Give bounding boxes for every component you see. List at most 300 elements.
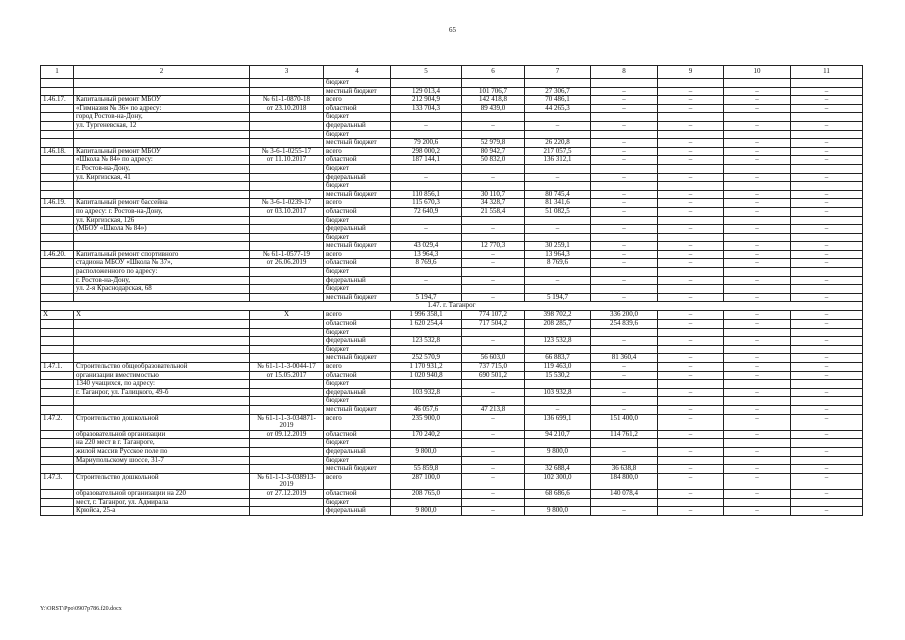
table-row	[41, 182, 863, 191]
table-cell: 72 640,9	[391, 207, 462, 216]
table-cell: местный бюджет	[324, 405, 391, 414]
table-cell	[74, 242, 250, 251]
table-cell	[41, 354, 74, 363]
table-cell	[391, 113, 462, 122]
table-cell: 1340 учащихся, по адресу:	[74, 380, 250, 389]
table-cell: –	[658, 371, 724, 380]
table-cell: –	[724, 156, 791, 165]
table-cell: –	[791, 87, 863, 96]
table-cell	[724, 498, 791, 507]
table-cell	[591, 397, 658, 406]
table-cell	[250, 447, 324, 456]
table-cell: 89 439,0	[462, 104, 525, 113]
table-cell: мест, г. Таганрог, ул. Адмирала	[74, 498, 250, 507]
table-cell	[41, 207, 74, 216]
table-cell	[391, 498, 462, 507]
table-row	[41, 199, 863, 208]
table-cell: всего	[324, 147, 391, 156]
table-cell	[525, 380, 591, 389]
table-cell: –	[791, 199, 863, 208]
table-cell	[41, 173, 74, 182]
table-cell: 81 360,4	[591, 354, 658, 363]
table-cell: 9 800,0	[525, 507, 591, 516]
table-cell	[462, 345, 525, 354]
table-cell: 115 670,3	[391, 199, 462, 208]
table-cell	[391, 456, 462, 465]
table-cell: –	[724, 276, 791, 285]
table-cell: 103 932,8	[391, 388, 462, 397]
table-cell	[250, 380, 324, 389]
table-row	[41, 104, 863, 113]
table-cell: –	[658, 311, 724, 320]
table-cell	[391, 164, 462, 173]
table-cell: –	[791, 414, 863, 430]
table-cell: –	[791, 139, 863, 148]
table-cell	[658, 285, 724, 294]
column-header: 2	[74, 66, 250, 79]
table-row	[41, 225, 863, 234]
table-cell: Крюйса, 25-а	[74, 507, 250, 516]
table-cell: г. Ростов-на-Дону,	[74, 276, 250, 285]
table-cell: –	[724, 447, 791, 456]
table-row	[41, 345, 863, 354]
table-cell	[658, 397, 724, 406]
column-header: 9	[658, 66, 724, 79]
table-cell	[525, 164, 591, 173]
table-cell: № 3-6-1-0255-17	[250, 147, 324, 156]
table-cell: –	[724, 465, 791, 474]
table-cell: 336 200,0	[591, 311, 658, 320]
table-cell	[391, 233, 462, 242]
table-cell	[41, 87, 74, 96]
table-cell: –	[591, 156, 658, 165]
table-cell: Капитальный ремонт бассейна	[74, 199, 250, 208]
table-cell: –	[791, 250, 863, 259]
table-cell: –	[724, 87, 791, 96]
table-cell: –	[791, 173, 863, 182]
table-cell	[74, 465, 250, 474]
table-cell	[525, 456, 591, 465]
table-cell	[250, 113, 324, 122]
table-cell	[74, 293, 250, 302]
table-cell: образовательной организации	[74, 430, 250, 439]
table-cell: 5 194,7	[525, 293, 591, 302]
table-cell: –	[591, 199, 658, 208]
table-row	[41, 507, 863, 516]
table-cell	[724, 182, 791, 191]
table-cell	[658, 268, 724, 277]
table-cell: всего	[324, 311, 391, 320]
table-cell: 27 306,7	[525, 87, 591, 96]
table-cell: местный бюджет	[324, 242, 391, 251]
table-cell: –	[391, 173, 462, 182]
table-cell	[41, 268, 74, 277]
table-cell: 5 194,7	[391, 293, 462, 302]
table-cell	[74, 337, 250, 346]
table-row	[41, 164, 863, 173]
table-cell	[250, 268, 324, 277]
table-cell: областной	[324, 207, 391, 216]
table-row	[41, 414, 863, 430]
table-cell: 32 688,4	[525, 465, 591, 474]
table-cell: –	[791, 311, 863, 320]
table-cell	[41, 182, 74, 191]
table-cell: –	[525, 405, 591, 414]
table-row	[41, 250, 863, 259]
column-header: 7	[525, 66, 591, 79]
table-cell: бюджет	[324, 113, 391, 122]
table-cell: –	[525, 173, 591, 182]
table-row	[41, 139, 863, 148]
table-cell: –	[658, 96, 724, 105]
table-row	[41, 430, 863, 439]
table-cell: 136 312,1	[525, 156, 591, 165]
table-cell: 136 699,1	[525, 414, 591, 430]
table-cell: –	[525, 225, 591, 234]
table-cell: –	[591, 259, 658, 268]
table-cell	[658, 439, 724, 448]
table-cell: –	[791, 354, 863, 363]
table-row	[41, 130, 863, 139]
table-cell	[41, 388, 74, 397]
table-cell: 34 328,7	[462, 199, 525, 208]
table-cell	[74, 79, 250, 88]
table-cell	[41, 405, 74, 414]
table-cell	[525, 182, 591, 191]
column-header: 11	[791, 66, 863, 79]
table-cell: –	[591, 371, 658, 380]
table-cell: –	[724, 414, 791, 430]
table-cell: –	[791, 465, 863, 474]
table-cell	[250, 320, 324, 329]
table-cell: бюджет	[324, 233, 391, 242]
table-cell: X	[74, 311, 250, 320]
table-cell	[74, 130, 250, 139]
table-cell	[250, 121, 324, 130]
table-cell	[41, 337, 74, 346]
table-cell: –	[724, 104, 791, 113]
table-cell: –	[658, 465, 724, 474]
table-cell: X	[250, 311, 324, 320]
table-cell: ул. Киргизская, 41	[74, 173, 250, 182]
table-cell: 1.46.20.	[41, 250, 74, 259]
table-cell: –	[724, 199, 791, 208]
table-cell: 81 341,6	[525, 199, 591, 208]
table-row	[41, 328, 863, 337]
table-cell	[462, 498, 525, 507]
table-cell: –	[658, 507, 724, 516]
table-cell: 8 769,6	[525, 259, 591, 268]
table-cell	[250, 507, 324, 516]
table-cell	[41, 113, 74, 122]
table-cell: –	[658, 147, 724, 156]
table-cell	[250, 439, 324, 448]
table-cell	[658, 233, 724, 242]
table-cell: бюджет	[324, 328, 391, 337]
table-cell	[525, 130, 591, 139]
table-cell: всего	[324, 96, 391, 105]
table-cell: 1 020 940,8	[391, 371, 462, 380]
table-cell: 1.46.18.	[41, 147, 74, 156]
table-cell	[591, 439, 658, 448]
table-cell: 133 704,3	[391, 104, 462, 113]
table-cell: № 61-1-0870-18	[250, 96, 324, 105]
table-cell	[74, 190, 250, 199]
table-cell: –	[591, 173, 658, 182]
table-cell: 21 558,4	[462, 207, 525, 216]
table-cell: бюджет	[324, 397, 391, 406]
table-cell: –	[525, 121, 591, 130]
table-cell: областной	[324, 259, 391, 268]
table-cell: областной	[324, 430, 391, 439]
table-cell	[41, 190, 74, 199]
table-cell: областной	[324, 371, 391, 380]
table-cell: –	[591, 190, 658, 199]
table-cell	[41, 328, 74, 337]
table-cell: –	[658, 363, 724, 372]
table-cell: 114 761,2	[591, 430, 658, 439]
table-cell: –	[724, 489, 791, 498]
table-cell	[591, 79, 658, 88]
table-cell: –	[724, 363, 791, 372]
table-cell: –	[525, 276, 591, 285]
table-cell: –	[724, 354, 791, 363]
table-cell: –	[724, 430, 791, 439]
table-cell: 13 964,3	[391, 250, 462, 259]
table-cell	[791, 397, 863, 406]
table-cell	[74, 233, 250, 242]
table-cell: –	[791, 156, 863, 165]
table-cell: –	[591, 147, 658, 156]
table-cell	[724, 456, 791, 465]
table-cell	[250, 276, 324, 285]
table-cell: –	[591, 87, 658, 96]
table-cell: –	[462, 337, 525, 346]
table-cell: –	[791, 225, 863, 234]
table-cell: бюджет	[324, 456, 391, 465]
table-cell: от 15.05.2017	[250, 371, 324, 380]
table-cell: бюджет	[324, 216, 391, 225]
table-cell: Строительство общеобразовательной	[74, 363, 250, 372]
table-cell: 36 638,8	[591, 465, 658, 474]
table-cell: –	[791, 388, 863, 397]
table-cell: –	[791, 489, 863, 498]
table-row	[41, 293, 863, 302]
table-cell	[41, 465, 74, 474]
table-cell: –	[591, 337, 658, 346]
table-cell: –	[724, 388, 791, 397]
table-cell: –	[791, 242, 863, 251]
table-cell: местный бюджет	[324, 87, 391, 96]
table-cell: местный бюджет	[324, 465, 391, 474]
table-cell: (МБОУ «Школа № 84»)	[74, 225, 250, 234]
table-cell: 129 013,4	[391, 87, 462, 96]
table-cell: 1 620 254,4	[391, 320, 462, 329]
table-cell	[462, 268, 525, 277]
table-cell: 298 000,2	[391, 147, 462, 156]
table-row	[41, 397, 863, 406]
table-cell: образовательной организации на 220	[74, 489, 250, 498]
table-cell: на 220 мест в г. Таганроге,	[74, 439, 250, 448]
table-cell	[462, 285, 525, 294]
table-cell	[462, 130, 525, 139]
table-cell: местный бюджет	[324, 190, 391, 199]
table-cell: федеральный	[324, 276, 391, 285]
table-cell: –	[791, 96, 863, 105]
table-cell: бюджет	[324, 164, 391, 173]
table-cell: «Гимназия № 36» по адресу:	[74, 104, 250, 113]
table-cell: –	[591, 121, 658, 130]
table-cell: –	[724, 473, 791, 489]
table-cell	[391, 285, 462, 294]
table-cell	[591, 345, 658, 354]
table-row	[41, 456, 863, 465]
table-cell	[591, 113, 658, 122]
table-cell	[250, 87, 324, 96]
table-cell: –	[658, 173, 724, 182]
table-cell: всего	[324, 473, 391, 489]
table-cell: местный бюджет	[324, 354, 391, 363]
table-cell: № 3-6-1-0239-17	[250, 199, 324, 208]
table-cell	[791, 328, 863, 337]
table-cell: от 23.10.2018	[250, 104, 324, 113]
table-cell: 110 856,1	[391, 190, 462, 199]
table-cell: –	[462, 225, 525, 234]
table-cell	[525, 285, 591, 294]
table-cell: 717 504,2	[462, 320, 525, 329]
table-row	[41, 121, 863, 130]
table-cell	[250, 242, 324, 251]
table-cell: –	[462, 121, 525, 130]
table-cell	[462, 216, 525, 225]
table-cell: бюджет	[324, 498, 391, 507]
table-cell: –	[791, 363, 863, 372]
table-cell: № 61-1-1-3-038913-2019	[250, 473, 324, 489]
table-cell	[724, 268, 791, 277]
table-cell	[250, 233, 324, 242]
table-cell: –	[791, 121, 863, 130]
table-cell: –	[791, 337, 863, 346]
table-cell: –	[462, 173, 525, 182]
table-cell	[791, 79, 863, 88]
table-cell	[724, 216, 791, 225]
table-cell	[591, 130, 658, 139]
table-cell	[462, 233, 525, 242]
table-cell: областной	[324, 104, 391, 113]
table-cell	[525, 345, 591, 354]
table-cell: –	[462, 489, 525, 498]
table-body	[41, 66, 863, 516]
table-cell	[791, 268, 863, 277]
table-cell: –	[724, 190, 791, 199]
column-header: 5	[391, 66, 462, 79]
table-cell	[591, 268, 658, 277]
table-cell: 1.47.2.	[41, 414, 74, 430]
table-cell: –	[658, 207, 724, 216]
table-cell: –	[724, 96, 791, 105]
table-cell: федеральный	[324, 507, 391, 516]
table-cell: –	[791, 190, 863, 199]
table-cell: –	[658, 447, 724, 456]
table-cell: 184 800,0	[591, 473, 658, 489]
table-cell	[250, 354, 324, 363]
table-cell: 13 964,3	[525, 250, 591, 259]
table-cell: –	[724, 173, 791, 182]
table-cell: –	[724, 311, 791, 320]
table-cell: –	[791, 147, 863, 156]
table-row	[41, 285, 863, 294]
table-cell: 9 800,0	[391, 507, 462, 516]
table-cell: 9 800,0	[391, 447, 462, 456]
table-cell: от 11.10.2017	[250, 156, 324, 165]
table-cell	[791, 345, 863, 354]
table-cell: –	[791, 104, 863, 113]
table-cell: –	[658, 139, 724, 148]
table-cell	[74, 139, 250, 148]
table-cell	[41, 164, 74, 173]
table-cell: 208 765,0	[391, 489, 462, 498]
column-header: 8	[591, 66, 658, 79]
table-cell: 235 900,0	[391, 414, 462, 430]
table-cell	[525, 498, 591, 507]
table-cell: 12 770,3	[462, 242, 525, 251]
table-cell: –	[658, 156, 724, 165]
table-cell	[250, 345, 324, 354]
table-cell	[658, 216, 724, 225]
table-cell: областной	[324, 156, 391, 165]
table-row	[41, 156, 863, 165]
table-cell: 187 144,1	[391, 156, 462, 165]
table-row	[41, 173, 863, 182]
table-cell	[591, 182, 658, 191]
table-cell	[591, 216, 658, 225]
table-cell	[525, 397, 591, 406]
table-cell: всего	[324, 414, 391, 430]
table-cell: –	[791, 430, 863, 439]
table-cell	[525, 233, 591, 242]
table-cell: –	[724, 250, 791, 259]
table-row	[41, 320, 863, 329]
table-cell	[41, 320, 74, 329]
table-cell	[250, 139, 324, 148]
table-cell	[591, 456, 658, 465]
table-cell: 142 418,8	[462, 96, 525, 105]
table-cell: федеральный	[324, 337, 391, 346]
table-cell	[250, 216, 324, 225]
table-cell	[658, 345, 724, 354]
table-cell: 1 996 358,1	[391, 311, 462, 320]
table-cell	[41, 139, 74, 148]
table-cell: федеральный	[324, 225, 391, 234]
column-header: 6	[462, 66, 525, 79]
table-cell	[525, 216, 591, 225]
table-cell	[724, 285, 791, 294]
table-cell: федеральный	[324, 388, 391, 397]
table-cell: –	[591, 139, 658, 148]
table-cell: всего	[324, 363, 391, 372]
table-cell: –	[462, 473, 525, 489]
table-cell	[41, 242, 74, 251]
table-cell	[791, 164, 863, 173]
table-cell: федеральный	[324, 121, 391, 130]
table-cell: всего	[324, 250, 391, 259]
table-cell: Мариупольскому шоссе, 31-7	[74, 456, 250, 465]
table-cell	[74, 397, 250, 406]
table-row	[41, 147, 863, 156]
table-cell	[724, 79, 791, 88]
table-cell	[791, 498, 863, 507]
table-cell	[724, 439, 791, 448]
